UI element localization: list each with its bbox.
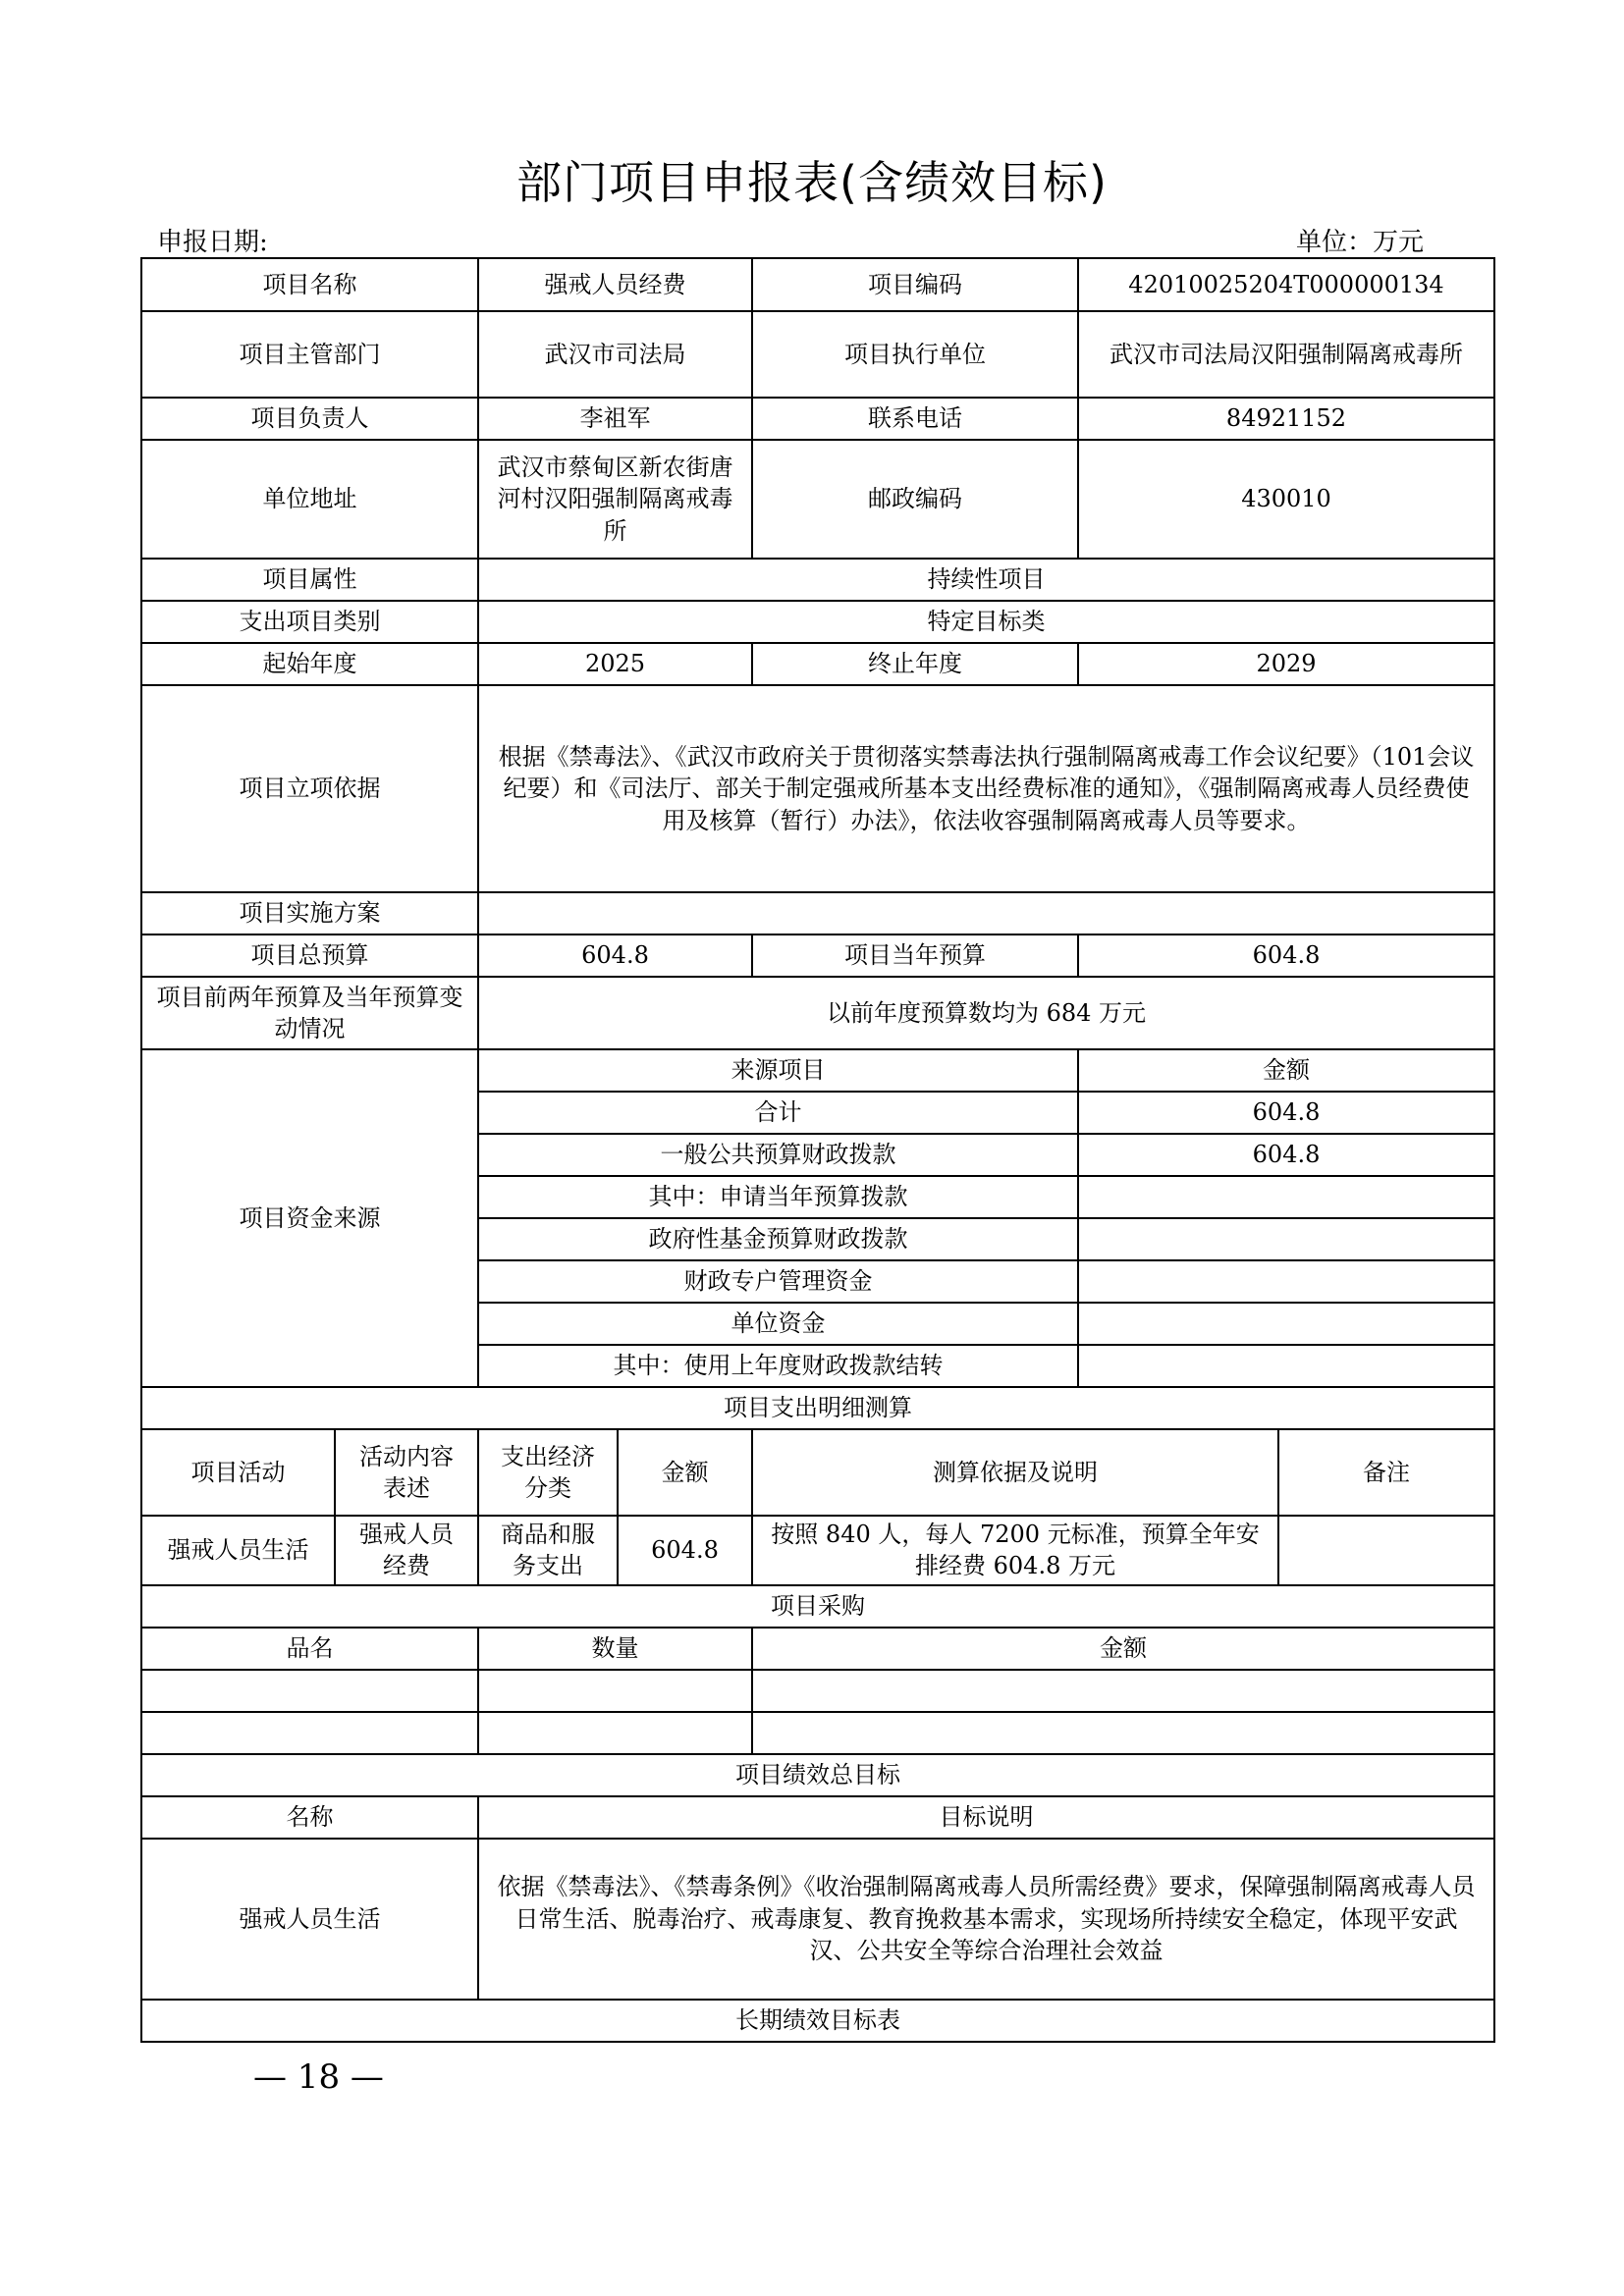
row-basis: [141, 685, 1494, 892]
exec-unit-label: 项目执行单位: [752, 311, 1078, 398]
row-leader: [141, 398, 1494, 440]
expense-header-cell: 备注: [1278, 1429, 1494, 1516]
expense-section-title: 项目支出明细测算: [141, 1387, 1494, 1429]
project-form-table: [140, 257, 1495, 2043]
expense-section-row: [141, 1387, 1494, 1429]
procurement-empty-row: [141, 1712, 1494, 1754]
funding-source-amount: [1078, 1176, 1494, 1218]
row-years: [141, 643, 1494, 685]
performance-desc-header: 目标说明: [478, 1796, 1494, 1839]
procurement-cell: [752, 1670, 1494, 1712]
expense-activity: 强戒人员生活: [141, 1516, 335, 1585]
year-budget-value: 604.8: [1078, 934, 1494, 977]
funding-source-amount: [1078, 1303, 1494, 1345]
expense-basis: 按照 840 人，每人 7200 元标准，预算全年安排经费 604.8 万元: [752, 1516, 1278, 1585]
performance-desc: 依据《禁毒法》、《禁毒条例》《收治强制隔离戒毒人员所需经费》要求，保障强制隔离戒毒人员日常生活、脱毒治疗、戒毒康复、教育挽救基本需求，实现场所持续安全稳定，体现平安武汉、公共安全等综合治理社会效益: [478, 1839, 1494, 2000]
project-code-value: 42010025204T000000134: [1078, 258, 1494, 311]
unit-label: 单位：万元: [1295, 228, 1424, 257]
end-year-label: 终止年度: [752, 643, 1078, 685]
long-term-row: [141, 2000, 1494, 2042]
total-budget-value: 604.8: [478, 934, 752, 977]
prev-budget-value: 以前年度预算数均为 684 万元: [478, 977, 1494, 1049]
funding-source-amount: [1078, 1218, 1494, 1260]
procurement-header-cell: 品名: [141, 1628, 478, 1670]
funding-source-amount: 604.8: [1078, 1134, 1494, 1176]
funding-source-amount: [1078, 1345, 1494, 1387]
attribute-label: 项目属性: [141, 559, 478, 601]
procurement-section-row: [141, 1585, 1494, 1628]
plan-label: 项目实施方案: [141, 892, 478, 934]
funding-source-name: 单位资金: [478, 1303, 1078, 1345]
end-year-value: 2029: [1078, 643, 1494, 685]
expense-note: [1278, 1516, 1494, 1585]
project-name-label: 项目名称: [141, 258, 478, 311]
total-budget-label: 项目总预算: [141, 934, 478, 977]
phone-value: 84921152: [1078, 398, 1494, 440]
expense-header-row: [141, 1429, 1494, 1516]
expense-header-cell: 测算依据及说明: [752, 1429, 1278, 1516]
postcode-label: 邮政编码: [752, 440, 1078, 559]
prev-budget-label: 项目前两年预算及当年预算变动情况: [141, 977, 478, 1049]
dept-value: 武汉市司法局: [478, 311, 752, 398]
procurement-header-row: [141, 1628, 1494, 1670]
row-address: [141, 440, 1494, 559]
row-plan: [141, 892, 1494, 934]
performance-section-row: [141, 1754, 1494, 1796]
page-number: — 18 —: [253, 2057, 384, 2097]
performance-name-header: 名称: [141, 1796, 478, 1839]
category-label: 支出项目类别: [141, 601, 478, 643]
funding-source-name: 财政专户管理资金: [478, 1260, 1078, 1303]
procurement-empty-row: [141, 1670, 1494, 1712]
expense-amount: 604.8: [618, 1516, 752, 1585]
expense-header-cell: 活动内容表述: [335, 1429, 478, 1516]
funding-source-name: 其中：使用上年度财政拨款结转: [478, 1345, 1078, 1387]
start-year-label: 起始年度: [141, 643, 478, 685]
address-label: 单位地址: [141, 440, 478, 559]
project-name-value: 强戒人员经费: [478, 258, 752, 311]
postcode-value: 430010: [1078, 440, 1494, 559]
funding-source-name: 政府性基金预算财政拨款: [478, 1218, 1078, 1260]
attribute-value: 持续性项目: [478, 559, 1494, 601]
performance-name: 强戒人员生活: [141, 1839, 478, 2000]
procurement-cell: [141, 1712, 478, 1754]
expense-header-cell: 支出经济分类: [478, 1429, 618, 1516]
plan-value: [478, 892, 1494, 934]
procurement-header-cell: 金额: [752, 1628, 1494, 1670]
leader-label: 项目负责人: [141, 398, 478, 440]
expense-content: 强戒人员经费: [335, 1516, 478, 1585]
row-department: [141, 311, 1494, 398]
expense-class: 商品和服务支出: [478, 1516, 618, 1585]
row-prev-budget: [141, 977, 1494, 1049]
procurement-cell: [478, 1670, 752, 1712]
exec-unit-value: 武汉市司法局汉阳强制隔离戒毒所: [1078, 311, 1494, 398]
performance-header-row: [141, 1796, 1494, 1839]
row-attribute: [141, 559, 1494, 601]
procurement-section-title: 项目采购: [141, 1585, 1494, 1628]
funding-amount-header: 金额: [1078, 1049, 1494, 1092]
category-value: 特定目标类: [478, 601, 1494, 643]
project-code-label: 项目编码: [752, 258, 1078, 311]
dept-label: 项目主管部门: [141, 311, 478, 398]
expense-header-cell: 金额: [618, 1429, 752, 1516]
row-category: [141, 601, 1494, 643]
funding-source-header: 来源项目: [478, 1049, 1078, 1092]
funding-header-row: [141, 1049, 1494, 1092]
funding-source-name: 一般公共预算财政拨款: [478, 1134, 1078, 1176]
procurement-cell: [141, 1670, 478, 1712]
basis-label: 项目立项依据: [141, 685, 478, 892]
row-project-name: [141, 258, 1494, 311]
funding-source-name: 合计: [478, 1092, 1078, 1134]
address-value: 武汉市蔡甸区新农街唐河村汉阳强制隔离戒毒所: [478, 440, 752, 559]
performance-section-title: 项目绩效总目标: [141, 1754, 1494, 1796]
funding-source-name: 其中：申请当年预算拨款: [478, 1176, 1078, 1218]
phone-label: 联系电话: [752, 398, 1078, 440]
expense-header-cell: 项目活动: [141, 1429, 335, 1516]
procurement-header-cell: 数量: [478, 1628, 752, 1670]
long-term-title: 长期绩效目标表: [141, 2000, 1494, 2042]
start-year-value: 2025: [478, 643, 752, 685]
funding-label: 项目资金来源: [141, 1049, 478, 1387]
funding-source-amount: 604.8: [1078, 1092, 1494, 1134]
funding-source-amount: [1078, 1260, 1494, 1303]
page-title: 部门项目申报表(含绩效目标): [516, 156, 1108, 209]
leader-value: 李祖军: [478, 398, 752, 440]
procurement-cell: [478, 1712, 752, 1754]
row-budget: [141, 934, 1494, 977]
performance-row: [141, 1839, 1494, 2000]
basis-text: 根据《禁毒法》、《武汉市政府关于贯彻落实禁毒法执行强制隔离戒毒工作会议纪要》（101会议纪要）和《司法厅、部关于制定强戒所基本支出经费标准的通知》，《强制隔离戒毒人员经费使用及核算（暂行）办法》，依法收容强制隔离戒毒人员等要求。: [478, 685, 1494, 892]
procurement-cell: [752, 1712, 1494, 1754]
report-date-label: 申报日期:: [157, 228, 268, 257]
year-budget-label: 项目当年预算: [752, 934, 1078, 977]
expense-row: [141, 1516, 1494, 1585]
